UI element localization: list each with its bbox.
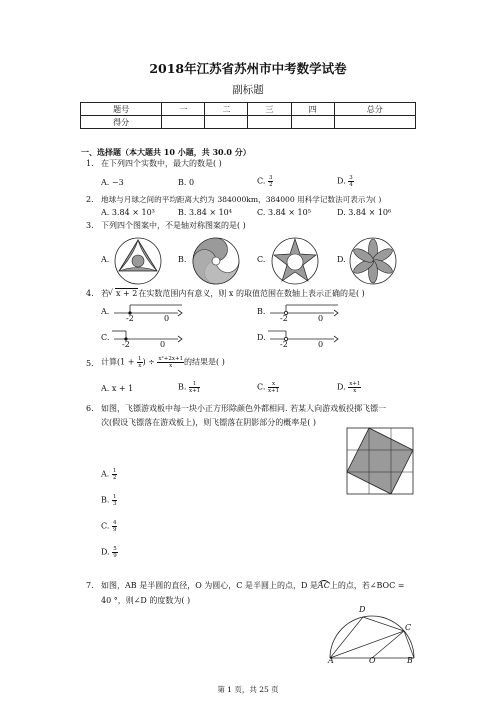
option-b: B. $\frac{1}{x+1}$: [178, 381, 201, 394]
point-label-d: D: [359, 605, 366, 614]
question-stem-line2: 40 °，则∠D 的度数为( ): [101, 596, 191, 605]
question-stem: 若 √ x + 2在实数范围内有意义，则 x 的取值范围在数轴上表示正确的是( ): [101, 288, 365, 298]
pattern-triangle-figure: [113, 236, 163, 286]
page-title: 2018年江苏省苏州市中考数学试卷: [149, 61, 347, 76]
score-table: [80, 102, 416, 129]
question-number: 3.: [86, 221, 94, 230]
option-c: C. $\frac{4}{9}$: [101, 520, 117, 533]
fraction: $\frac{4}{9}$: [112, 520, 117, 533]
table-header-cell: 题号: [81, 103, 162, 116]
option-a-label: A.: [101, 307, 110, 316]
option-d-label: D.: [257, 333, 266, 342]
option-d: D. $\frac{x+1}{x}$: [337, 381, 361, 394]
option-a: A. 3.84 × 10³: [101, 208, 155, 217]
option-d: D. $\frac{5}{9}$: [101, 546, 117, 559]
table-cell: [334, 116, 415, 129]
table-cell: 得分: [81, 116, 162, 129]
tick-label: 0: [318, 314, 324, 323]
page-subtitle: 副标题: [232, 84, 264, 96]
table-header-cell: 二: [205, 103, 248, 116]
semicircle-figure: [326, 604, 418, 664]
question-number: 6.: [86, 404, 94, 413]
option-b: B. $\frac{1}{3}$: [101, 494, 117, 507]
pattern-swirl-figure: [191, 236, 241, 286]
option-b: B. 3.84 × 10⁴: [178, 208, 232, 217]
pattern-star-figure: [270, 236, 320, 286]
fraction: $\frac{x+1}{x}$: [349, 381, 361, 394]
question-number: 7.: [86, 581, 94, 590]
question-number: 4.: [86, 289, 94, 298]
pattern-flower-figure: [348, 236, 398, 286]
table-header-cell: 三: [248, 103, 291, 116]
dartboard-figure: [346, 427, 416, 497]
question-stem: 下列四个图案中，不是轴对称图案的是( ): [101, 221, 246, 230]
option-c: C. $\frac{x}{x+1}$: [257, 381, 280, 394]
fraction: $\frac{5}{9}$: [113, 546, 117, 559]
table-header-cell: 总分: [334, 103, 415, 116]
question-number: 1.: [86, 159, 94, 168]
fraction: $\frac{3}{4}$: [349, 175, 353, 188]
fraction: $\frac{1}{x}$: [138, 356, 142, 369]
option-a: A. x + 1: [101, 384, 134, 393]
radical: √ x + 2: [108, 288, 138, 298]
point-label-a: A: [328, 656, 334, 665]
point-label-b: B: [407, 656, 413, 665]
table-cell: [248, 116, 291, 129]
section-heading: 一、选择题（本大题共 10 小题，共 30.0 分）: [81, 147, 251, 157]
fraction: $\frac{x}{x+1}$: [267, 381, 280, 394]
option-a: A. −3: [101, 178, 124, 187]
table-header-cell: 一: [162, 103, 205, 116]
page-footer: 第 1 页，共 25 页: [217, 685, 279, 694]
question-stem: 计算(1 + $\frac{1}{x}$ ) ÷ $\frac{\text{x²+2x+1}}{x}$ 的结果是( ): [101, 356, 225, 369]
option-c-label: C.: [101, 333, 110, 342]
question-number: 2.: [86, 195, 94, 204]
tick-label: -2: [280, 314, 288, 323]
table-cell: [205, 116, 248, 129]
table-header-cell: 四: [291, 103, 334, 116]
option-b-label: B.: [257, 307, 266, 316]
option-c: C. $\frac{3}{2}$: [257, 175, 273, 188]
table-cell: [162, 116, 205, 129]
option-a: A. $\frac{1}{2}$: [101, 468, 117, 481]
option-b: B. 0: [178, 178, 195, 187]
option-b-label: B.: [178, 255, 187, 264]
number-line-b: [268, 302, 338, 324]
point-label-o: O: [369, 656, 376, 665]
table-row: [81, 116, 416, 129]
option-a-label: A.: [101, 255, 110, 264]
fraction: $\frac{1}{3}$: [112, 494, 117, 507]
fraction: $\frac{3}{2}$: [268, 175, 273, 188]
number-line-d: [268, 328, 338, 350]
tick-label: 0: [160, 340, 166, 349]
question-stem-line1: 如图，飞镖游戏板中每一块小正方形除颜色外都相同. 若某人向游戏板投掷飞镖一: [101, 404, 387, 413]
number-line-a: [112, 302, 182, 324]
question-stem-line1: 如图，AB 是半圆的直径，O 为圆心，C 是半圆上的点，D 是AC上的点，若∠BOC =: [101, 581, 405, 590]
question-number: 5.: [86, 359, 94, 368]
tick-label: -2: [126, 314, 134, 323]
tick-label: 0: [318, 340, 324, 349]
table-cell: [291, 116, 334, 129]
option-c-label: C.: [257, 255, 266, 264]
option-d: D. $\frac{3}{4}$: [337, 175, 353, 188]
option-d: D. 3.84 × 10⁶: [337, 208, 392, 217]
fraction: $\frac{1}{2}$: [112, 468, 117, 481]
tick-label: -2: [122, 340, 130, 349]
fraction: $\frac{1}{x+1}$: [188, 381, 201, 394]
table-row: [81, 103, 416, 116]
question-stem: 地球与月球之间的平均距离大约为 384000km，384000 用科学记数法可表示为( ): [101, 195, 382, 204]
tick-label: 0: [164, 314, 170, 323]
point-label-c: C: [405, 623, 412, 632]
option-d-label: D.: [337, 255, 346, 264]
question-stem: 在下列四个实数中，最大的数是( ): [101, 159, 222, 168]
tick-label: -2: [280, 340, 288, 349]
option-c: C. 3.84 × 10⁵: [257, 208, 311, 217]
fraction: $\frac{\text{x²+2x+1}}{x}$: [158, 356, 184, 369]
question-stem-line2: 次(假设飞镖落在游戏板上)，则飞镖落在阴影部分的概率是( ): [101, 418, 317, 427]
